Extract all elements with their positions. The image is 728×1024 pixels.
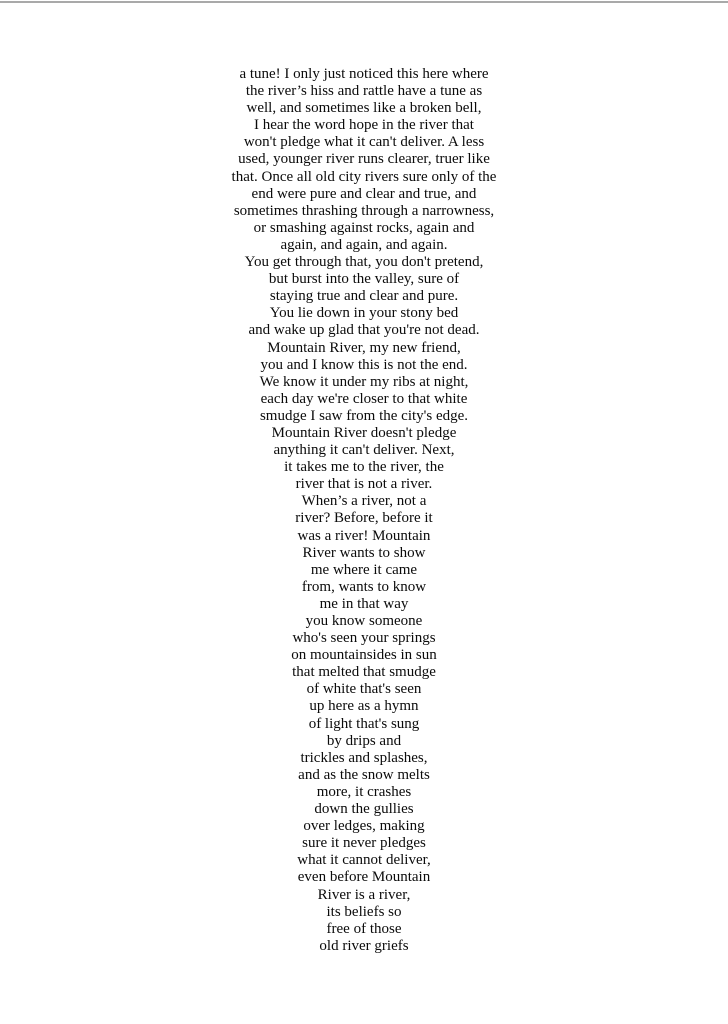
poem-line: on mountainsides in sun [291, 647, 437, 664]
poem-line: sure it never pledges [302, 835, 426, 852]
poem-line: Mountain River, my new friend, [267, 339, 461, 356]
poem-line: staying true and clear and pure. [269, 288, 459, 305]
poem-line: won't pledge what it can't deliver. A less [243, 134, 485, 151]
poem-line: over ledges, making [303, 818, 425, 835]
poem-line: even before Mountain [297, 869, 431, 886]
poem-line: down the gullies [314, 801, 414, 818]
poem-line: who's seen your springs [292, 630, 436, 647]
poem-line: it takes me to the river, the [284, 459, 444, 476]
poem-line: We know it under my ribs at night, [259, 373, 469, 390]
poem-line: was a river! Mountain [297, 527, 431, 544]
poem-line: old river griefs [319, 937, 409, 954]
poem-line: and as the snow melts [298, 766, 430, 783]
poem-line: or smashing against rocks, again and [253, 219, 475, 236]
poem-line: and wake up glad that you're not dead. [248, 322, 480, 339]
poem-line: river? Before, before it [295, 510, 433, 527]
poem-line: of light that's sung [308, 715, 420, 732]
poem-line: me where it came [310, 561, 418, 578]
poem-line: end were pure and clear and true, and [251, 185, 477, 202]
poem-line: the river’s hiss and rattle have a tune as [245, 83, 483, 100]
poem-line: more, it crashes [316, 783, 412, 800]
poem-line: you and I know this is not the end. [260, 356, 468, 373]
poem-line: what it cannot deliver, [297, 852, 431, 869]
poem-line: a tune! I only just noticed this here where [239, 66, 489, 82]
poem-line: River wants to show [302, 544, 426, 561]
poem-line: sometimes thrashing through a narrowness, [233, 202, 495, 219]
poem-line: that. Once all old city rivers sure only of the [231, 168, 497, 185]
poem-line: You lie down in your stony bed [269, 305, 459, 322]
poem-line: you know someone [305, 613, 423, 629]
poem-line: of white that's seen [306, 681, 422, 698]
page-top-border [0, 1, 728, 3]
poem-line: again, and again, and again. [280, 236, 448, 253]
poem-line: anything it can't deliver. Next, [273, 442, 455, 459]
poem-line: Mountain River doesn't pledge [271, 424, 457, 441]
poem-line: but burst into the valley, sure of [268, 271, 460, 288]
poem-line: trickles and splashes, [300, 749, 428, 766]
poem-line: well, and sometimes like a broken bell, [246, 100, 482, 117]
poem-line: each day we're closer to that white [260, 390, 468, 407]
poem-line: smudge I saw from the city's edge. [259, 407, 469, 424]
poem-line: River is a river, [317, 886, 411, 903]
poem-line: that melted that smudge [292, 664, 436, 681]
poem-line: up here as a hymn [309, 698, 419, 715]
poem-line: used, younger river runs clearer, truer like [238, 151, 490, 168]
poem-line: free of those [326, 920, 402, 937]
poem-line: When’s a river, not a [301, 493, 427, 510]
poem-line: You get through that, you don't pretend, [244, 254, 484, 271]
poem-line: I hear the word hope in the river that [254, 117, 474, 134]
poem-line: from, wants to know [301, 578, 427, 595]
poem-line: by drips and [326, 732, 402, 749]
poem-line: its beliefs so [326, 903, 402, 920]
poem-text [0, 66, 728, 955]
poem-line: river that is not a river. [295, 476, 433, 493]
poem-line: me in that way [319, 595, 409, 612]
